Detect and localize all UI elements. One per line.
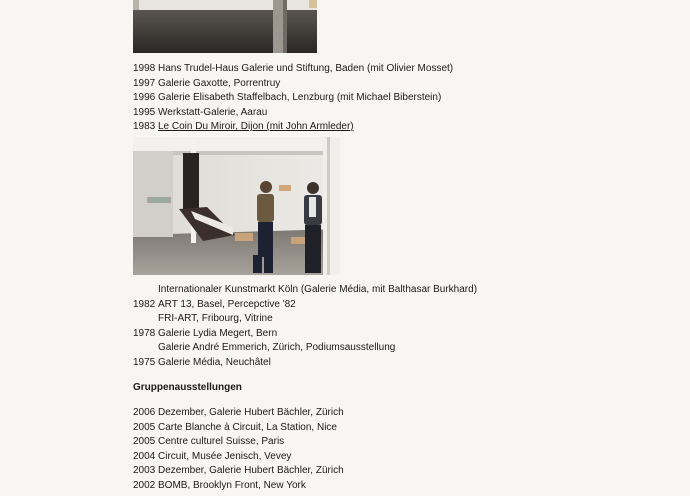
exhibition-year: 1996 (133, 92, 156, 103)
exhibition-year: 2005 (133, 436, 156, 447)
exhibition-text: ART 13, Basel, Percepctive '82 (158, 298, 296, 310)
exhibition-text: Internationaler Kunstmarkt Köln (Galerie Média, mit Balthasar Burkhard) (158, 284, 478, 295)
exhibition-list-group (133, 406, 344, 493)
exhibition-link-le-coin-du-miroir[interactable]: Le Coin Du Miroir, Dijon (mit John Armleder) (158, 121, 354, 132)
section-heading-group-exhibitions: Gruppenausstellungen (133, 382, 242, 393)
exhibition-text: Hans Trudel-Haus Galerie und Stiftung, Baden (mit Olivier Mosset) (158, 63, 454, 74)
exhibition-text: Galerie Média, Neuchâtel (158, 356, 271, 368)
exhibition-text: Circuit, Musée Jenisch, Vevey (158, 450, 292, 462)
exhibition-row (133, 327, 477, 342)
exhibition-list-solo-lower (133, 283, 477, 370)
exhibition-year: 2005 (133, 421, 156, 433)
exhibition-row (133, 91, 453, 106)
exhibition-year: 1982 (133, 298, 156, 310)
exhibition-text: Carte Blanche à Circuit, La Station, Nice (158, 421, 337, 433)
exhibition-year: 1983 (133, 121, 156, 132)
exhibition-text: Galerie Gaxotte, Porrentruy (158, 77, 281, 89)
exhibition-text: BOMB, Brooklyn Front, New York (158, 479, 306, 491)
exhibition-row (133, 77, 453, 92)
exhibition-row (133, 106, 453, 121)
exhibition-text: Galerie André Emmerich, Zürich, Podiumsausstellung (158, 342, 396, 353)
exhibition-row (133, 435, 344, 450)
exhibition-row (133, 341, 477, 356)
exhibition-year: 1975 (133, 356, 156, 368)
exhibition-row (133, 406, 344, 421)
exhibition-photo-gallery (133, 137, 340, 275)
exhibition-year: 2004 (133, 450, 156, 462)
exhibition-year: 2003 (133, 465, 156, 476)
exhibition-row (133, 62, 453, 77)
exhibition-row (133, 312, 477, 327)
exhibition-year: 2006 (133, 407, 156, 418)
exhibition-year: 1998 (133, 63, 156, 74)
exhibition-text: Dezember, Galerie Hubert Bächler, Zürich (158, 465, 344, 476)
exhibition-row (133, 450, 344, 465)
exhibition-row[interactable] (133, 120, 453, 135)
exhibition-row (133, 283, 477, 298)
exhibition-row (133, 356, 477, 371)
exhibition-text: Centre culturel Suisse, Paris (158, 436, 285, 447)
exhibition-text: Dezember, Galerie Hubert Bächler, Zürich (158, 407, 344, 418)
exhibition-photo-top (133, 0, 317, 53)
exhibition-text: Galerie Elisabeth Staffelbach, Lenzburg (mit Michael Biberstein) (158, 92, 442, 103)
exhibition-row (133, 421, 344, 436)
exhibition-text: Werkstatt-Galerie, Aarau (158, 106, 268, 118)
exhibition-year: 1978 (133, 327, 156, 339)
exhibition-list-solo-upper (133, 62, 453, 135)
exhibition-row (133, 298, 477, 313)
exhibition-year: 1997 (133, 77, 156, 89)
exhibition-row (133, 464, 344, 479)
exhibition-text: Galerie Lydia Megert, Bern (158, 327, 278, 339)
exhibition-year: 2002 (133, 479, 156, 491)
exhibition-year: 1995 (133, 106, 156, 118)
exhibition-text: FRI-ART, Fribourg, Vitrine (158, 313, 273, 324)
exhibition-row (133, 479, 344, 494)
